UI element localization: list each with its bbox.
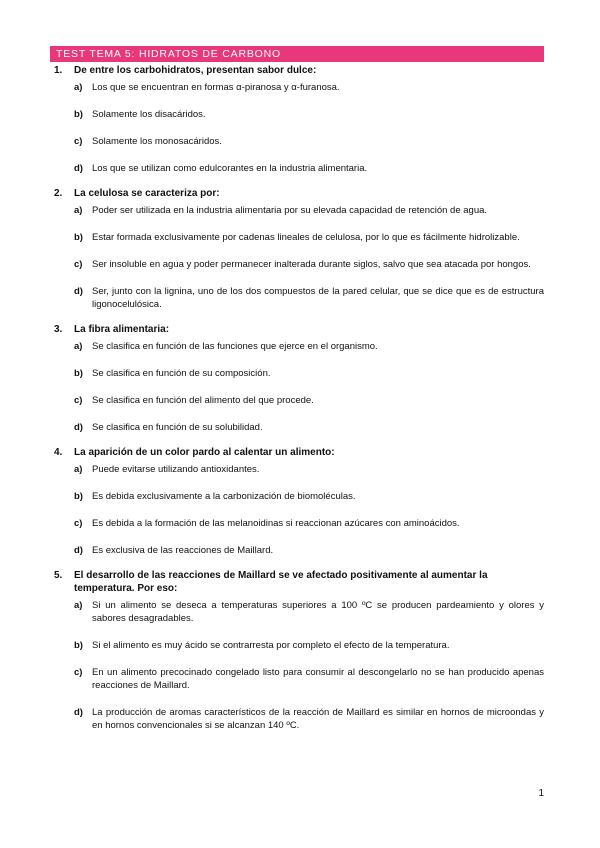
option-b: [74, 108, 544, 121]
option-text: Si el alimento es muy ácido se contrarresta por completo el efecto de la temperatura.: [92, 640, 450, 651]
question-number: 2.: [54, 188, 63, 199]
option-list: [74, 204, 544, 311]
option-c: [74, 517, 544, 530]
option-letter: a): [74, 600, 83, 611]
test-title-banner: TEST TEMA 5: HIDRATOS DE CARBONO: [50, 46, 544, 62]
option-b: [74, 231, 544, 244]
option-text: Solamente los monosacáridos.: [92, 136, 222, 147]
option-text: Los que se encuentran en formas α-piranosa y α-furanosa.: [92, 82, 340, 93]
option-text: Ser insoluble en agua y poder permanecer inalterada durante siglos, salvo que sea atacada por hongos.: [92, 259, 531, 270]
option-b: [74, 490, 544, 503]
option-letter: c): [74, 259, 83, 270]
option-a: [74, 340, 544, 353]
option-text: Si un alimento se deseca a temperaturas superiores a 100 ºC se producen pardeamiento y olores y sabores desagradables.: [92, 600, 544, 624]
option-text: Ser, junto con la lignina, uno de los dos compuestos de la pared celular, que se dice que es de estructura ligonocelulósica.: [92, 286, 544, 310]
option-letter: b): [74, 640, 83, 651]
option-text: Se clasifica en función de su solubilidad.: [92, 422, 263, 433]
option-letter: a): [74, 205, 83, 216]
option-text: Es debida a la formación de las melanoidinas si reaccionan azúcares con aminoácidos.: [92, 518, 460, 529]
option-letter: c): [74, 667, 83, 678]
option-letter: b): [74, 109, 83, 120]
option-letter: d): [74, 286, 83, 297]
question-5: [54, 569, 544, 732]
option-text: Los que se utilizan como edulcorantes en la industria alimentaria.: [92, 163, 368, 174]
question-3: [54, 323, 544, 434]
question-number: 3.: [54, 324, 63, 335]
option-letter: d): [74, 163, 83, 174]
option-c: [74, 135, 544, 148]
option-text: Poder ser utilizada en la industria alimentaria por su elevada capacidad de retención de agua.: [92, 205, 488, 216]
option-a: [74, 81, 544, 94]
option-d: [74, 544, 544, 557]
option-text: La producción de aromas característicos de la reacción de Maillard es similar en hornos de microondas y en hornos convencionales si se alcanzan 140 ºC.: [92, 707, 544, 731]
option-d: [74, 421, 544, 434]
option-text: Solamente los disacáridos.: [92, 109, 206, 120]
option-text: Es exclusiva de las reacciones de Maillard.: [92, 545, 274, 556]
option-list: [74, 340, 544, 434]
question-stem: [54, 64, 544, 77]
option-text: Se clasifica en función de su composición.: [92, 368, 271, 379]
option-a: [74, 463, 544, 476]
option-a: [74, 599, 544, 625]
page-number: 1: [538, 788, 544, 799]
option-letter: d): [74, 545, 83, 556]
question-list: [54, 64, 544, 744]
option-text: Se clasifica en función del alimento del que procede.: [92, 395, 314, 406]
question-stem: [54, 323, 544, 336]
option-text: Es debida exclusivamente a la carbonización de biomoléculas.: [92, 491, 356, 502]
question-2: [54, 187, 544, 311]
option-c: [74, 258, 544, 271]
option-letter: a): [74, 464, 83, 475]
option-c: [74, 394, 544, 407]
option-d: [74, 162, 544, 175]
option-letter: a): [74, 341, 83, 352]
option-d: [74, 285, 544, 311]
option-letter: c): [74, 518, 83, 529]
question-number: 5.: [54, 570, 63, 581]
question-1: [54, 64, 544, 175]
option-letter: b): [74, 368, 83, 379]
question-number: 4.: [54, 447, 63, 458]
question-text: La aparición de un color pardo al calentar un alimento:: [74, 447, 335, 458]
option-d: [74, 706, 544, 732]
option-letter: d): [74, 422, 83, 433]
option-letter: c): [74, 395, 83, 406]
question-text: De entre los carbohidratos, presentan sabor dulce:: [74, 65, 317, 76]
question-stem: [54, 446, 544, 459]
option-b: [74, 367, 544, 380]
option-list: [74, 81, 544, 175]
question-number: 1.: [54, 65, 63, 76]
option-list: [74, 463, 544, 557]
option-letter: b): [74, 491, 83, 502]
option-text: En un alimento precocinado congelado listo para consumir al descongelarlo no se han producido apenas reacciones de Maillard.: [92, 667, 544, 691]
option-letter: d): [74, 707, 83, 718]
question-stem: [54, 569, 544, 595]
question-text: El desarrollo de las reacciones de Maillard se ve afectado positivamente al aumentar la temperatura. Por eso:: [74, 570, 488, 594]
option-c: [74, 666, 544, 692]
question-stem: [54, 187, 544, 200]
option-text: Se clasifica en función de las funciones que ejerce en el organismo.: [92, 341, 378, 352]
option-text: Puede evitarse utilizando antioxidantes.: [92, 464, 260, 475]
question-text: La celulosa se caracteriza por:: [74, 188, 220, 199]
option-letter: c): [74, 136, 83, 147]
question-text: La fibra alimentaria:: [74, 324, 170, 335]
option-a: [74, 204, 544, 217]
option-letter: b): [74, 232, 83, 243]
option-list: [74, 599, 544, 732]
option-text: Estar formada exclusivamente por cadenas lineales de celulosa, por lo que es fácilmente hidrolizable.: [92, 232, 520, 243]
question-4: [54, 446, 544, 557]
option-letter: a): [74, 82, 83, 93]
option-b: [74, 639, 544, 652]
